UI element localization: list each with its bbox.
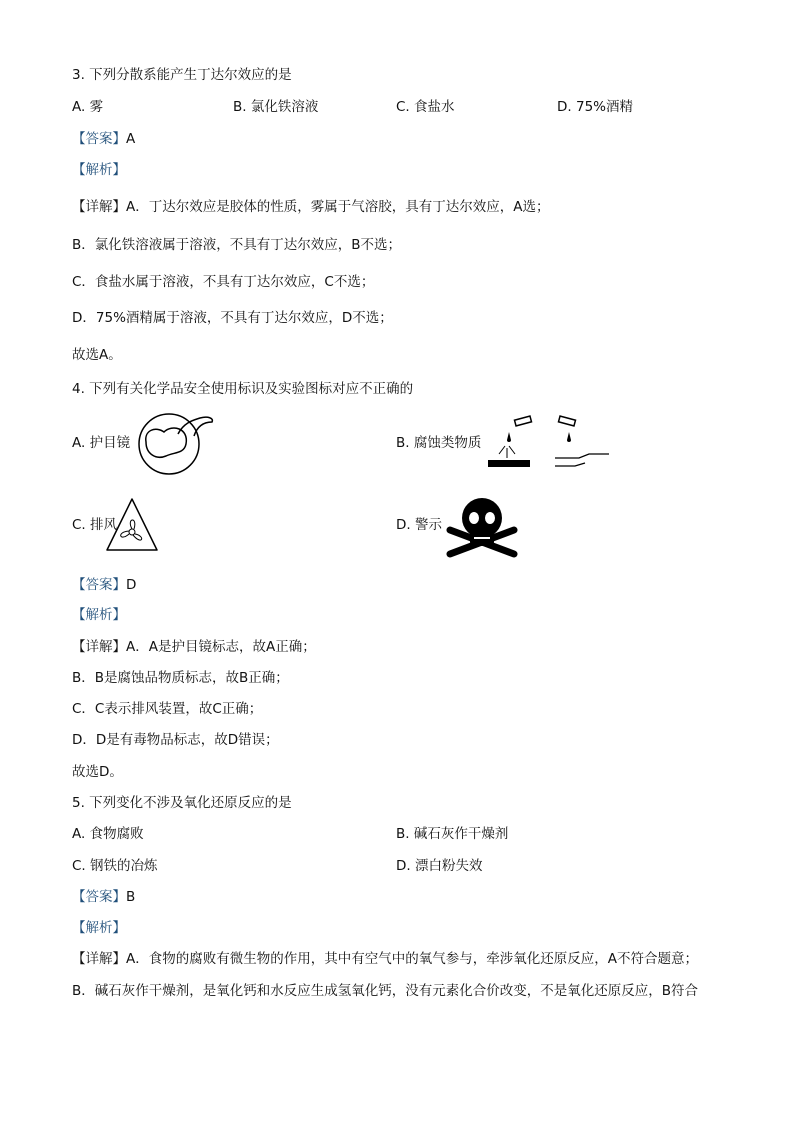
skull-crossbones-icon [446, 496, 518, 558]
q3-analysis-tag: 【解析】 [72, 162, 126, 178]
q3-option-c: C. 食盐水 [396, 99, 455, 115]
q4-option-c: C. 排风 [72, 517, 118, 533]
detail-tag: 【详解】 [72, 639, 126, 655]
q4-answer [72, 576, 136, 594]
q4-detail-b: B．B是腐蚀品物质标志，故B正确； [72, 670, 289, 686]
q4-option-d: D. 警示 [396, 517, 442, 533]
q5-detail-b: B．碱石灰作干燥剂，是氧化钙和水反应生成氢氧化钙，没有元素化合价改变，不是氧化还原反应，B符合 [72, 983, 699, 999]
ventilation-icon [104, 496, 160, 556]
answer-value: D [126, 577, 137, 593]
answer-value: B [126, 889, 136, 905]
q3-detail-b: B．氯化铁溶液属于溶液，不具有丁达尔效应，B不选； [72, 237, 402, 253]
q5-option-c: C. 钢铁的冶炼 [72, 858, 158, 874]
q3-detail-c: C．食盐水属于溶液，不具有丁达尔效应，C不选； [72, 274, 375, 290]
q5-option-b: B. 碱石灰作干燥剂 [396, 826, 509, 842]
detail-tag: 【详解】 [72, 951, 126, 967]
q3-detail-a [72, 198, 549, 216]
q5-analysis-tag: 【解析】 [72, 920, 126, 936]
q3-conclusion: 故选A。 [72, 347, 122, 363]
q5-answer [72, 888, 135, 906]
answer-value: A [126, 131, 136, 147]
q5-detail-a [72, 950, 698, 968]
q3-option-d: D. 75%酒精 [557, 99, 633, 115]
answer-tag: 【答案】 [72, 889, 126, 905]
q5-option-a: A. 食物腐败 [72, 826, 144, 842]
detail-text: A．食物的腐败有微生物的作用，其中有空气中的氧气参与，牵涉氧化还原反应，A不符合题意； [126, 951, 698, 967]
q4-option-a: A. 护目镜 [72, 435, 131, 451]
detail-text: A．丁达尔效应是胶体的性质，雾属于气溶胶，具有丁达尔效应，A选； [126, 199, 550, 215]
q4-option-b: B. 腐蚀类物质 [396, 435, 482, 451]
detail-tag: 【详解】 [72, 199, 126, 215]
q4-detail-d: D．D是有毒物品标志，故D错误； [72, 732, 279, 748]
q5-option-d: D. 漂白粉失效 [396, 858, 483, 874]
q3-detail-d: D．75%酒精属于溶液，不具有丁达尔效应，D不选； [72, 310, 393, 326]
q4-analysis-tag: 【解析】 [72, 607, 126, 623]
detail-text: A．A是护目镜标志，故A正确； [126, 639, 316, 655]
q4-conclusion: 故选D。 [72, 764, 123, 780]
q4-detail-a [72, 638, 316, 656]
question-3-title: 3. 下列分散系能产生丁达尔效应的是 [72, 67, 292, 83]
q3-option-b: B. 氯化铁溶液 [233, 99, 319, 115]
goggles-icon [134, 412, 216, 476]
question-5-title: 5. 下列变化不涉及氧化还原反应的是 [72, 795, 292, 811]
q3-answer [72, 130, 135, 148]
answer-tag: 【答案】 [72, 577, 126, 593]
answer-tag: 【答案】 [72, 131, 126, 147]
q3-option-a: A. 雾 [72, 99, 104, 115]
question-4-title: 4. 下列有关化学品安全使用标识及实验图标对应不正确的 [72, 381, 414, 397]
corrosive-icon [485, 414, 615, 470]
q4-detail-c: C．C表示排风装置，故C正确； [72, 701, 263, 717]
